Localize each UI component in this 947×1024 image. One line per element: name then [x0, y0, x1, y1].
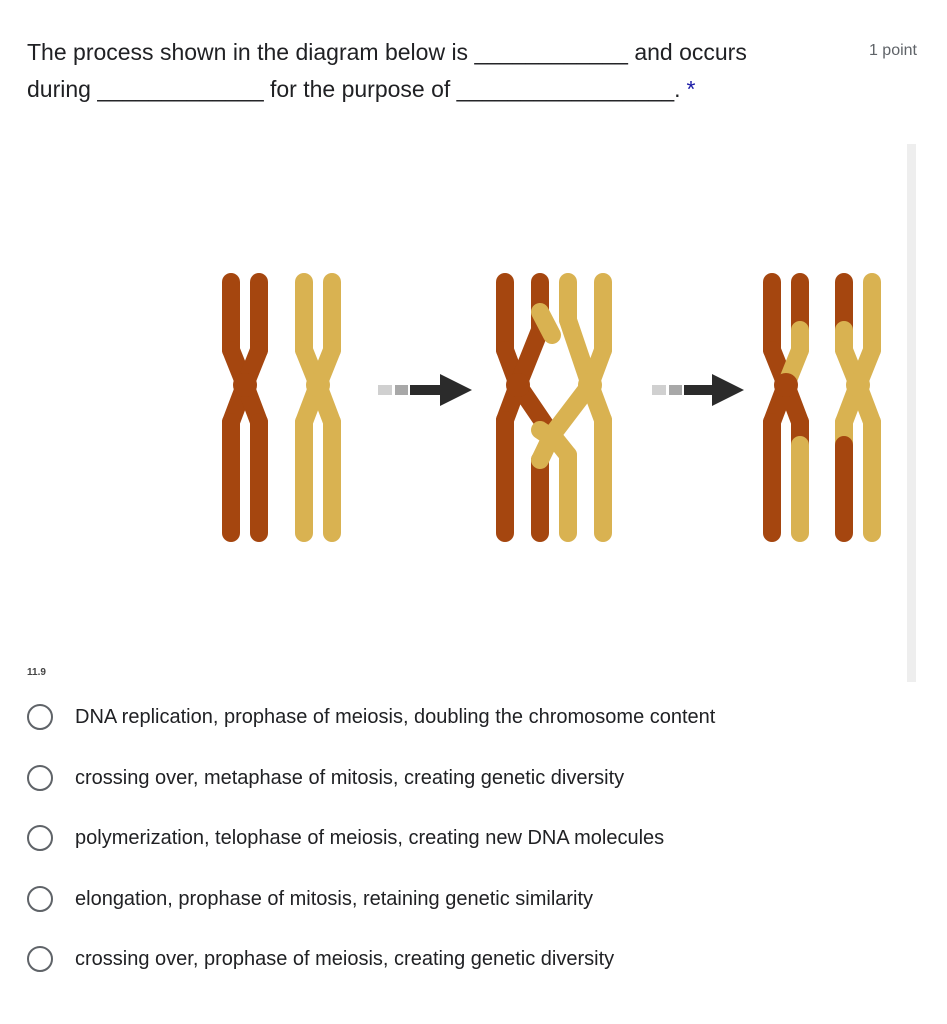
- stage3-maternal-recombinant-centromere: [774, 373, 798, 397]
- option-1[interactable]: [27, 697, 907, 737]
- stage2-exchange-band-bottom: [540, 430, 552, 438]
- radio-button[interactable]: [27, 765, 53, 791]
- radio-button[interactable]: [27, 946, 53, 972]
- crossing-over-diagram: [0, 140, 947, 685]
- question-title: [27, 34, 827, 108]
- option-label: crossing over, metaphase of mitosis, creating genetic diversity: [75, 766, 625, 789]
- option-label: polymerization, telophase of meiosis, creating new DNA molecules: [75, 826, 665, 849]
- radio-button[interactable]: [27, 704, 53, 730]
- option-label: elongation, prophase of mitosis, retaining genetic similarity: [75, 887, 594, 910]
- radio-button[interactable]: [27, 825, 53, 851]
- radio-button[interactable]: [27, 886, 53, 912]
- figure-number: 11.9: [27, 667, 46, 678]
- arrow-1-head: [440, 374, 472, 406]
- stage3-paternal-recombinant-centromere: [846, 373, 870, 397]
- question-line-2: [27, 71, 827, 108]
- points-label: 1 point: [868, 42, 917, 59]
- arrow-2-head: [712, 374, 744, 406]
- stage2-paternal-centromere: [578, 373, 602, 397]
- option-4[interactable]: [27, 879, 907, 919]
- option-label: crossing over, prophase of meiosis, creating genetic diversity: [75, 947, 615, 970]
- option-3[interactable]: [27, 818, 907, 858]
- stage1-paternal-chromosome-centromere: [306, 373, 330, 397]
- question-line-1: The process shown in the diagram below is ____________ and occurs: [27, 39, 747, 65]
- required-asterisk: *: [686, 76, 696, 102]
- stage2-exchange-band-top: [540, 312, 552, 335]
- stage1-maternal-chromosome-centromere: [233, 373, 257, 397]
- stage2-maternal-centromere: [506, 373, 530, 397]
- question-line-2-text: during _____________ for the purpose of _________________.: [27, 76, 681, 102]
- option-5[interactable]: [27, 939, 907, 979]
- option-label: DNA replication, prophase of meiosis, doubling the chromosome content: [75, 705, 716, 728]
- option-2[interactable]: [27, 758, 907, 798]
